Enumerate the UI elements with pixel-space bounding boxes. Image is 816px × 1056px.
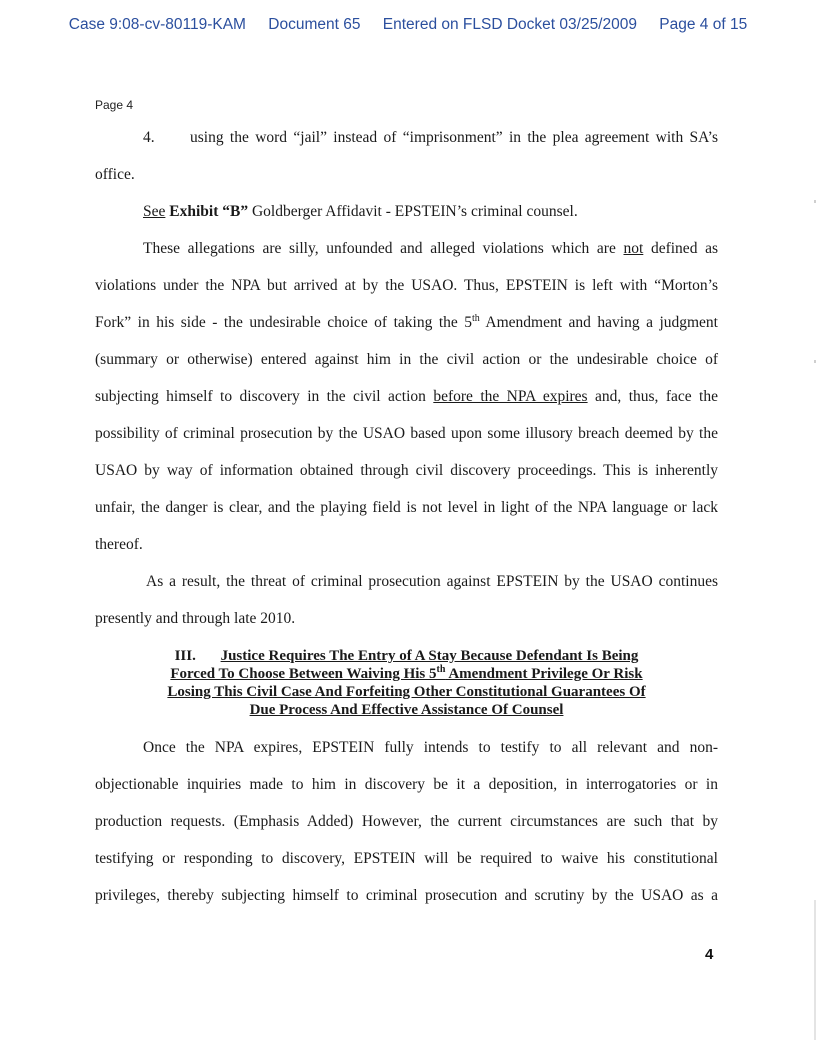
body-text-top [95, 128, 718, 646]
para3-line-4: testifying or responding to discovery, EPSTEIN will be required to waive his constitutional [95, 850, 718, 867]
para3-line-1: Once the NPA expires, EPSTEIN fully intends to testify to all relevant and non- [143, 739, 718, 756]
page-number: 4 [705, 946, 714, 963]
heading-line-3: Losing This Civil Case And Forfeiting Other Constitutional Guarantees Of [167, 684, 646, 700]
item-4-line-2: office. [95, 166, 135, 183]
item-4-number: 4. [143, 129, 155, 146]
body-text-bottom [95, 738, 718, 923]
document-number: Document 65 [268, 16, 361, 33]
para3-line-5: privileges, thereby subjecting himself to criminal prosecution and scrutiny by the USAO as a [95, 887, 718, 904]
heading-line-4: Due Process And Effective Assistance Of Counsel [249, 702, 564, 718]
para1-line-8: unfair, the danger is clear, and the playing field is not level in light of the NPA language or lack [95, 499, 718, 516]
section-heading [95, 647, 718, 719]
docket-header [0, 16, 816, 34]
para1-line-4: (summary or otherwise) entered against him in the civil action or the undesirable choice of [95, 351, 718, 368]
exhibit-label: Exhibit “B” [169, 203, 249, 220]
see-signal: See [143, 203, 166, 220]
para2-line-2: presently and through late 2010. [95, 610, 296, 627]
para2-line-1: As a result, the threat of criminal prosecution against EPSTEIN by the USAO continues [146, 573, 718, 590]
heading-line-1: III. Justice Requires The Entry of A Stay Because Defendant Is Being [174, 648, 639, 664]
para1-line-5: subjecting himself to discovery in the civil action before the NPA expires and, thus, face the [95, 388, 718, 405]
heading-line-2: Forced To Choose Between Waiving His 5th Amendment Privilege Or Risk [170, 664, 643, 682]
para3-line-3: production requests. (Emphasis Added) However, the current circumstances are such that by [95, 813, 718, 830]
para1-line-1: These allegations are silly, unfounded and alleged violations which are not defined as [143, 240, 718, 257]
docket-entry-date: Entered on FLSD Docket 03/25/2009 [382, 16, 637, 33]
para1-line-9: thereof. [95, 536, 143, 553]
item-4-line-1: 4. using the word “jail” instead of “imprisonment” in the plea agreement with SA’s [143, 129, 718, 146]
para1-line-6: possibility of criminal prosecution by the USAO based upon some illusory breach deemed by the [95, 425, 718, 442]
exhibit-reference: See Exhibit “B” Goldberger Affidavit - EPSTEIN’s criminal counsel. [143, 203, 578, 220]
section-number: III. [174, 648, 196, 664]
case-number: Case 9:08-cv-80119-KAM [68, 16, 246, 33]
para1-line-3: Fork” in his side - the undesirable choice of taking the 5th Amendment and having a judgment [95, 312, 718, 331]
para1-line-2: violations under the NPA but arrived at by the USAO. Thus, EPSTEIN is left with “Morton’s [95, 277, 718, 294]
page-label: Page 4 [95, 98, 134, 112]
page-count: Page 4 of 15 [659, 16, 748, 33]
para1-line-7: USAO by way of information obtained through civil discovery proceedings. This is inherently [95, 462, 718, 479]
para3-line-2: objectionable inquiries made to him in discovery be it a deposition, in interrogatories or in [95, 776, 718, 793]
